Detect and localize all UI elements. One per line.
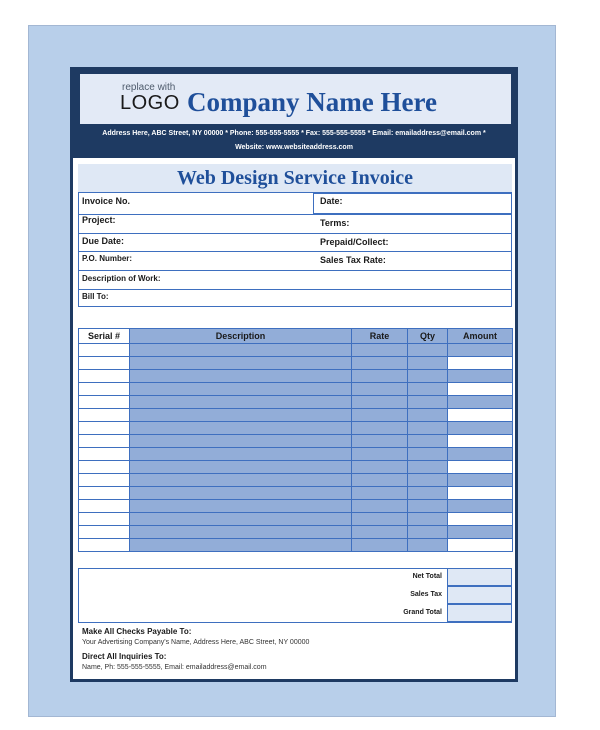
items-table (78, 328, 513, 552)
amount-cell[interactable] (448, 435, 513, 448)
table-row (79, 448, 513, 461)
invoice-title: Web Design Service Invoice (176, 167, 414, 189)
description-cell[interactable] (130, 474, 352, 487)
field-divider (78, 270, 512, 271)
serial-cell[interactable] (79, 500, 130, 513)
grand-total-field[interactable] (447, 604, 512, 622)
serial-cell[interactable] (79, 539, 130, 552)
amount-cell[interactable] (448, 344, 513, 357)
logo: LOGO (120, 92, 180, 114)
amount-cell[interactable] (448, 422, 513, 435)
invoice-title-bar (78, 164, 512, 192)
company-website: Website: www.websiteaddress.com (235, 144, 353, 151)
table-row (79, 474, 513, 487)
inquiries-heading: Direct All Inquiries To: (82, 652, 167, 661)
amount-cell[interactable] (448, 409, 513, 422)
description-cell[interactable] (130, 396, 352, 409)
due-date-label: Due Date: (82, 236, 125, 246)
table-row (79, 487, 513, 500)
header-band (73, 70, 515, 158)
serial-cell[interactable] (79, 461, 130, 474)
serial-cell[interactable] (79, 344, 130, 357)
amount-cell[interactable] (448, 370, 513, 383)
table-row (79, 370, 513, 383)
table-row (79, 344, 513, 357)
logo-placeholder-text: replace with (122, 82, 176, 93)
qty-cell[interactable] (408, 383, 448, 396)
qty-cell[interactable] (408, 448, 448, 461)
logo-banner (80, 74, 511, 124)
description-cell[interactable] (130, 435, 352, 448)
serial-cell[interactable] (79, 357, 130, 370)
description-cell[interactable] (130, 370, 352, 383)
qty-cell[interactable] (408, 409, 448, 422)
description-cell[interactable] (130, 461, 352, 474)
qty-cell[interactable] (408, 500, 448, 513)
table-row (79, 500, 513, 513)
invoice-no-label: Invoice No. (82, 196, 131, 206)
description-cell[interactable] (130, 448, 352, 461)
rate-cell[interactable] (352, 357, 408, 370)
field-border-left (78, 192, 79, 307)
column-header: Qty (408, 329, 448, 344)
totals-border-left (78, 568, 79, 622)
field-divider (78, 251, 512, 252)
table-row (79, 526, 513, 539)
serial-cell[interactable] (79, 487, 130, 500)
grand-total-label: Grand Total (403, 609, 442, 616)
field-divider (78, 233, 512, 234)
amount-cell[interactable] (448, 526, 513, 539)
field-divider (78, 289, 512, 290)
rate-cell[interactable] (352, 513, 408, 526)
table-row (79, 409, 513, 422)
prepaid-collect-label: Prepaid/Collect: (320, 237, 389, 247)
rate-cell[interactable] (352, 474, 408, 487)
amount-cell[interactable] (448, 487, 513, 500)
project-label: Project: (82, 215, 116, 225)
inquiries-text: Name, Ph: 555-555-5555, Email: emailaddress@email.com (82, 664, 267, 671)
rate-cell[interactable] (352, 344, 408, 357)
rate-cell[interactable] (352, 500, 408, 513)
table-row (79, 396, 513, 409)
rate-cell[interactable] (352, 539, 408, 552)
serial-cell[interactable] (79, 370, 130, 383)
amount-cell[interactable] (448, 539, 513, 552)
rate-cell[interactable] (352, 383, 408, 396)
rate-cell[interactable] (352, 422, 408, 435)
field-divider (78, 214, 512, 215)
qty-cell[interactable] (408, 435, 448, 448)
description-cell[interactable] (130, 357, 352, 370)
description-cell[interactable] (130, 383, 352, 396)
column-header: Rate (352, 329, 408, 344)
terms-label: Terms: (320, 218, 350, 228)
date-field[interactable] (313, 193, 512, 214)
column-header: Description (130, 329, 352, 344)
rate-cell[interactable] (352, 370, 408, 383)
amount-cell[interactable] (448, 474, 513, 487)
qty-cell[interactable] (408, 513, 448, 526)
amount-cell[interactable] (448, 357, 513, 370)
bill-to-label: Bill To: (82, 292, 109, 301)
qty-cell[interactable] (408, 487, 448, 500)
description-cell[interactable] (130, 409, 352, 422)
description-cell[interactable] (130, 513, 352, 526)
serial-cell[interactable] (79, 435, 130, 448)
checks-payable-text: Your Advertising Company's Name, Address Here, ABC Street, NY 00000 (82, 639, 310, 646)
description-cell[interactable] (130, 344, 352, 357)
net-total-field[interactable] (447, 568, 512, 586)
field-border-right (511, 192, 512, 307)
amount-cell[interactable] (448, 500, 513, 513)
description-cell[interactable] (130, 500, 352, 513)
rate-cell[interactable] (352, 487, 408, 500)
table-row (79, 461, 513, 474)
amount-cell[interactable] (448, 448, 513, 461)
column-header: Amount (448, 329, 513, 344)
table-row (79, 422, 513, 435)
field-divider (78, 306, 512, 307)
table-row (79, 435, 513, 448)
description-of-work-label: Description of Work: (82, 274, 161, 283)
description-cell[interactable] (130, 539, 352, 552)
serial-cell[interactable] (79, 526, 130, 539)
table-row (79, 513, 513, 526)
rate-cell[interactable] (352, 396, 408, 409)
rate-cell[interactable] (352, 526, 408, 539)
rate-cell[interactable] (352, 409, 408, 422)
qty-cell[interactable] (408, 357, 448, 370)
rate-cell[interactable] (352, 448, 408, 461)
serial-cell[interactable] (79, 396, 130, 409)
rate-cell[interactable] (352, 435, 408, 448)
company-address: Address Here, ABC Street, NY 00000 * Phone: 555-555-5555 * Fax: 555-555-5555 * Email: emailaddress@email.com * (102, 130, 486, 137)
serial-cell[interactable] (79, 474, 130, 487)
invoice-document (70, 67, 518, 682)
serial-cell[interactable] (79, 409, 130, 422)
qty-cell[interactable] (408, 344, 448, 357)
net-total-label: Net Total (412, 573, 442, 580)
description-cell[interactable] (130, 526, 352, 539)
sales-tax-field[interactable] (447, 586, 512, 604)
qty-cell[interactable] (408, 474, 448, 487)
amount-cell[interactable] (448, 383, 513, 396)
serial-cell[interactable] (79, 422, 130, 435)
po-number-label: P.O. Number: (82, 254, 133, 263)
qty-cell[interactable] (408, 396, 448, 409)
serial-cell[interactable] (79, 513, 130, 526)
table-header-row (79, 329, 513, 344)
table-row (79, 357, 513, 370)
rate-cell[interactable] (352, 461, 408, 474)
table-row (79, 383, 513, 396)
qty-cell[interactable] (408, 422, 448, 435)
qty-cell[interactable] (408, 526, 448, 539)
sales-tax-rate-label: Sales Tax Rate: (320, 255, 386, 265)
date-label: Date: (320, 196, 343, 206)
table-row (79, 539, 513, 552)
serial-cell[interactable] (79, 448, 130, 461)
qty-cell[interactable] (408, 539, 448, 552)
qty-cell[interactable] (408, 461, 448, 474)
description-cell[interactable] (130, 422, 352, 435)
amount-cell[interactable] (448, 513, 513, 526)
checks-payable-heading: Make All Checks Payable To: (82, 627, 192, 636)
totals-divider (78, 622, 512, 623)
serial-cell[interactable] (79, 383, 130, 396)
description-cell[interactable] (130, 487, 352, 500)
company-name: Company Name Here (187, 87, 437, 117)
sales-tax-label: Sales Tax (410, 591, 442, 598)
amount-cell[interactable] (448, 461, 513, 474)
amount-cell[interactable] (448, 396, 513, 409)
qty-cell[interactable] (408, 370, 448, 383)
column-header: Serial # (79, 329, 130, 344)
